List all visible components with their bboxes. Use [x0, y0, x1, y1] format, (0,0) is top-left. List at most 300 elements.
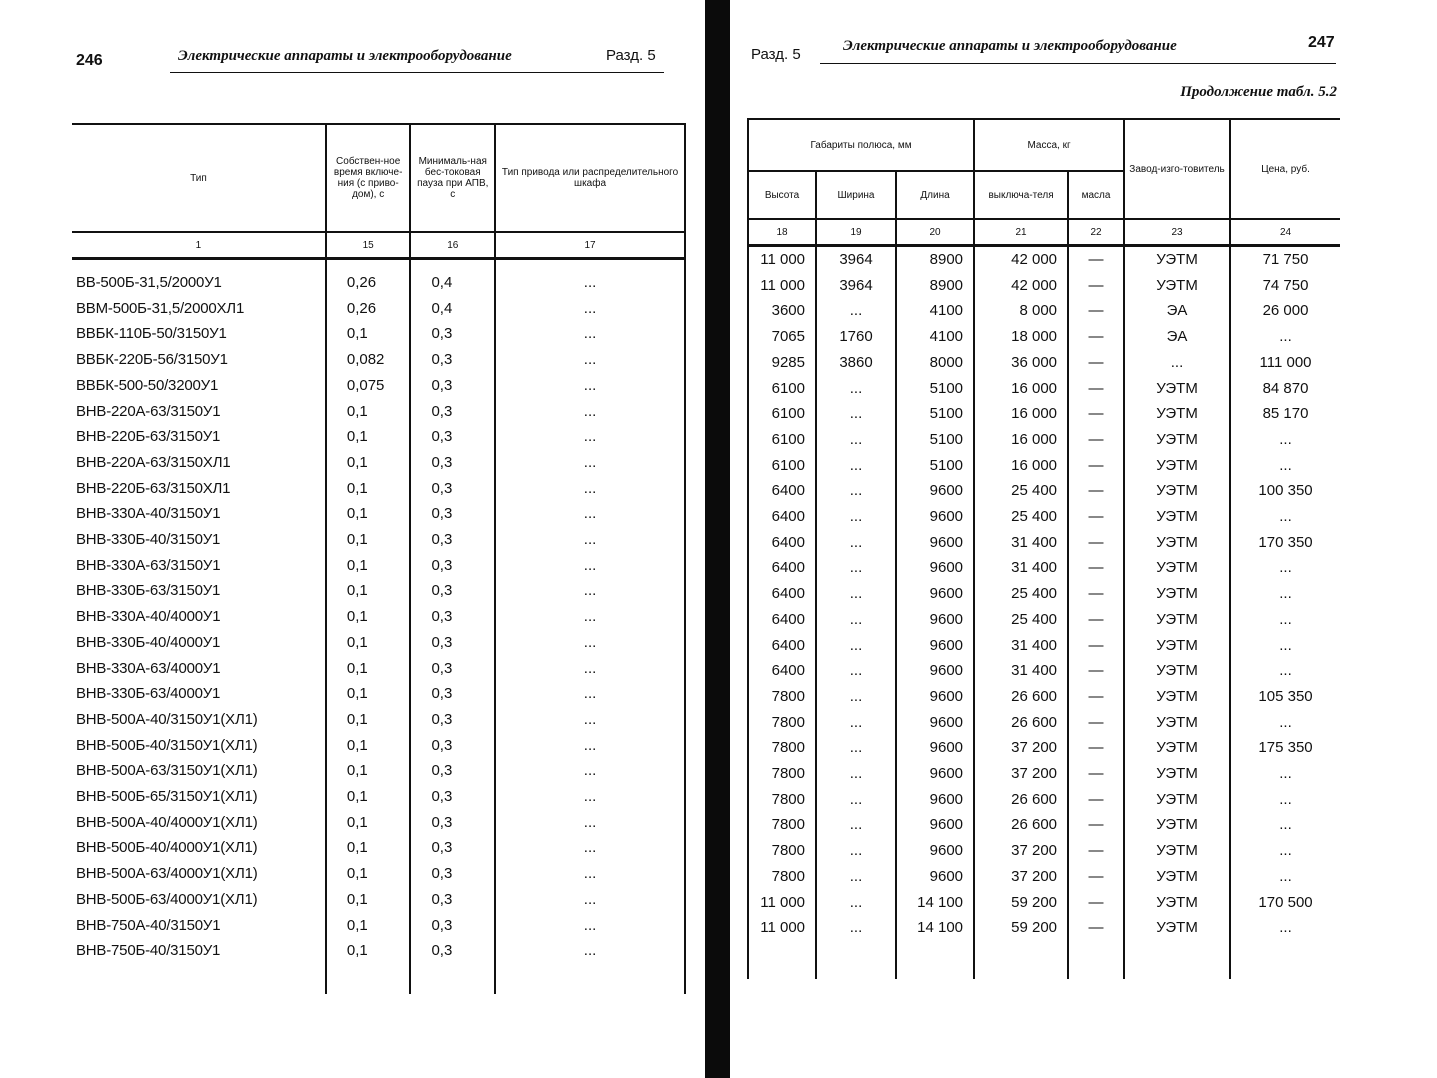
- apparatus-type-cell: ВНВ-330А-63/4000У1: [76, 659, 221, 677]
- mass-switch-cell: 8 000: [974, 298, 1068, 324]
- length-cell: 9600: [896, 684, 974, 710]
- mass-oil-cell: —: [1068, 246, 1124, 273]
- mass-oil-cell: —: [1068, 504, 1124, 530]
- mass-oil-cell: —: [1068, 607, 1124, 633]
- manufacturer-cell: УЭТМ: [1124, 246, 1230, 273]
- min-pause-cell: 0,3: [410, 938, 495, 964]
- min-pause-cell: 0,3: [410, 733, 495, 759]
- width-cell: 3964: [816, 273, 896, 299]
- length-cell: 9600: [896, 555, 974, 581]
- length-cell: 4100: [896, 298, 974, 324]
- width-cell: ...: [816, 401, 896, 427]
- manufacturer-cell: УЭТМ: [1124, 658, 1230, 684]
- drive-type-cell: ...: [495, 758, 685, 784]
- header-dimensions: Габариты полюса, мм: [748, 119, 974, 171]
- length-cell: 5100: [896, 401, 974, 427]
- table-row: [72, 347, 685, 373]
- price-cell: 170 350: [1230, 530, 1340, 556]
- drive-type-cell: ...: [495, 835, 685, 861]
- switch-on-time-cell: 0,26: [326, 259, 411, 296]
- price-cell: 175 350: [1230, 735, 1340, 761]
- width-cell: ...: [816, 890, 896, 916]
- length-cell: 5100: [896, 376, 974, 402]
- header-length: Длина: [896, 171, 974, 219]
- mass-oil-cell: —: [1068, 735, 1124, 761]
- table-row: [748, 350, 1340, 376]
- price-cell: ...: [1230, 761, 1340, 787]
- switch-on-time-cell: 0,1: [326, 424, 411, 450]
- mass-oil-cell: —: [1068, 787, 1124, 813]
- table-row: [748, 324, 1340, 350]
- manufacturer-cell: УЭТМ: [1124, 838, 1230, 864]
- table-row: [748, 376, 1340, 402]
- table-row: [748, 607, 1340, 633]
- table-row: [72, 424, 685, 450]
- table-row: [72, 887, 685, 913]
- running-title: Электрические аппараты и электрооборудование: [843, 38, 1177, 54]
- drive-type-cell: ...: [495, 347, 685, 373]
- length-cell: 9600: [896, 633, 974, 659]
- mass-oil-cell: —: [1068, 633, 1124, 659]
- drive-type-cell: ...: [495, 681, 685, 707]
- manufacturer-cell: УЭТМ: [1124, 581, 1230, 607]
- length-cell: 9600: [896, 504, 974, 530]
- mass-oil-cell: —: [1068, 350, 1124, 376]
- mass-switch-cell: 26 600: [974, 787, 1068, 813]
- length-cell: 9600: [896, 478, 974, 504]
- header-mass-oil: масла: [1068, 171, 1124, 219]
- switch-on-time-cell: 0,075: [326, 373, 411, 399]
- drive-type-cell: ...: [495, 861, 685, 887]
- min-pause-cell: 0,3: [410, 450, 495, 476]
- switch-on-time-cell: 0,1: [326, 913, 411, 939]
- min-pause-cell: 0,3: [410, 758, 495, 784]
- table-row: [748, 890, 1340, 916]
- column-number: 17: [495, 232, 685, 259]
- mass-switch-cell: 16 000: [974, 427, 1068, 453]
- table-row: [748, 273, 1340, 299]
- header-rule: [170, 72, 664, 73]
- table-row: [748, 298, 1340, 324]
- price-cell: 100 350: [1230, 478, 1340, 504]
- length-cell: 8900: [896, 273, 974, 299]
- table-row: [72, 399, 685, 425]
- manufacturer-cell: УЭТМ: [1124, 427, 1230, 453]
- table-row: [748, 735, 1340, 761]
- price-cell: 74 750: [1230, 273, 1340, 299]
- manufacturer-cell: УЭТМ: [1124, 504, 1230, 530]
- drive-type-cell: ...: [495, 656, 685, 682]
- table-row: [748, 710, 1340, 736]
- drive-type-cell: ...: [495, 887, 685, 913]
- right-table: [747, 118, 1340, 979]
- table-row: [72, 938, 685, 964]
- column-number: 24: [1230, 219, 1340, 246]
- column-number: 16: [410, 232, 495, 259]
- price-cell: ...: [1230, 710, 1340, 736]
- right-table-body: [748, 246, 1340, 979]
- drive-type-cell: ...: [495, 733, 685, 759]
- height-cell: 7800: [748, 735, 816, 761]
- min-pause-cell: 0,3: [410, 810, 495, 836]
- width-cell: ...: [816, 581, 896, 607]
- apparatus-type-cell: ВВБК-220Б-56/3150У1: [76, 351, 228, 369]
- switch-on-time-cell: 0,082: [326, 347, 411, 373]
- table-row: [72, 681, 685, 707]
- height-cell: 7800: [748, 838, 816, 864]
- height-cell: 6100: [748, 376, 816, 402]
- mass-oil-cell: —: [1068, 890, 1124, 916]
- left-page: [0, 0, 705, 1078]
- length-cell: 9600: [896, 812, 974, 838]
- apparatus-type-cell: ВНВ-220А-63/3150ХЛ1: [76, 453, 231, 471]
- mass-oil-cell: —: [1068, 453, 1124, 479]
- manufacturer-cell: УЭТМ: [1124, 376, 1230, 402]
- drive-type-cell: ...: [495, 321, 685, 347]
- min-pause-cell: 0,3: [410, 656, 495, 682]
- mass-switch-cell: 31 400: [974, 633, 1068, 659]
- apparatus-type-cell: ВНВ-750Б-40/3150У1: [76, 942, 221, 960]
- table-row: [72, 296, 685, 322]
- mass-switch-cell: 31 400: [974, 555, 1068, 581]
- column-number: 19: [816, 219, 896, 246]
- width-cell: ...: [816, 607, 896, 633]
- table-tail: [72, 964, 685, 994]
- length-cell: 9600: [896, 658, 974, 684]
- mass-switch-cell: 31 400: [974, 530, 1068, 556]
- length-cell: 9600: [896, 735, 974, 761]
- min-pause-cell: 0,3: [410, 707, 495, 733]
- width-cell: ...: [816, 427, 896, 453]
- apparatus-type-cell: ВВБК-110Б-50/3150У1: [76, 325, 227, 343]
- width-cell: ...: [816, 478, 896, 504]
- apparatus-type-cell: ВНВ-500А-40/3150У1(ХЛ1): [76, 710, 258, 728]
- mass-switch-cell: 25 400: [974, 504, 1068, 530]
- switch-on-time-cell: 0,1: [326, 656, 411, 682]
- width-cell: ...: [816, 838, 896, 864]
- table-row: [72, 835, 685, 861]
- mass-oil-cell: —: [1068, 478, 1124, 504]
- mass-oil-cell: —: [1068, 401, 1124, 427]
- table-row: [72, 450, 685, 476]
- switch-on-time-cell: 0,1: [326, 681, 411, 707]
- switch-on-time-cell: 0,1: [326, 810, 411, 836]
- column-number: 23: [1124, 219, 1230, 246]
- width-cell: ...: [816, 504, 896, 530]
- price-cell: 85 170: [1230, 401, 1340, 427]
- table-row: [72, 527, 685, 553]
- switch-on-time-cell: 0,1: [326, 476, 411, 502]
- section-label: Разд. 5: [751, 46, 801, 63]
- drive-type-cell: ...: [495, 259, 685, 296]
- drive-type-cell: ...: [495, 604, 685, 630]
- switch-on-time-cell: 0,1: [326, 527, 411, 553]
- min-pause-cell: 0,4: [410, 296, 495, 322]
- manufacturer-cell: УЭТМ: [1124, 735, 1230, 761]
- mass-switch-cell: 16 000: [974, 401, 1068, 427]
- min-pause-cell: 0,3: [410, 630, 495, 656]
- height-cell: 6400: [748, 555, 816, 581]
- header-manufacturer: Завод-изго-товитель: [1124, 119, 1230, 219]
- column-number: 22: [1068, 219, 1124, 246]
- mass-oil-cell: —: [1068, 838, 1124, 864]
- header-price: Цена, руб.: [1230, 119, 1340, 219]
- header-mass: Масса, кг: [974, 119, 1124, 171]
- mass-switch-cell: 26 600: [974, 684, 1068, 710]
- mass-switch-cell: 25 400: [974, 607, 1068, 633]
- table-row: [748, 555, 1340, 581]
- height-cell: 7800: [748, 684, 816, 710]
- mass-switch-cell: 42 000: [974, 273, 1068, 299]
- price-cell: ...: [1230, 838, 1340, 864]
- min-pause-cell: 0,3: [410, 578, 495, 604]
- page-number: 246: [76, 52, 103, 69]
- switch-on-time-cell: 0,1: [326, 578, 411, 604]
- width-cell: 3964: [816, 246, 896, 273]
- price-cell: 71 750: [1230, 246, 1340, 273]
- apparatus-type-cell: ВНВ-330А-63/3150У1: [76, 556, 221, 574]
- mass-switch-cell: 18 000: [974, 324, 1068, 350]
- length-cell: 8900: [896, 246, 974, 273]
- table-row: [72, 321, 685, 347]
- header-switch-on-time: Собствен-ное время включе-ния (с приво-дом), с: [326, 124, 411, 232]
- length-cell: 9600: [896, 787, 974, 813]
- height-cell: 7800: [748, 812, 816, 838]
- table-row: [72, 810, 685, 836]
- mass-oil-cell: —: [1068, 710, 1124, 736]
- mass-oil-cell: —: [1068, 555, 1124, 581]
- mass-oil-cell: —: [1068, 530, 1124, 556]
- switch-on-time-cell: 0,1: [326, 553, 411, 579]
- drive-type-cell: ...: [495, 373, 685, 399]
- height-cell: 11 000: [748, 246, 816, 273]
- table-row: [72, 758, 685, 784]
- switch-on-time-cell: 0,1: [326, 758, 411, 784]
- width-cell: ...: [816, 787, 896, 813]
- mass-switch-cell: 25 400: [974, 478, 1068, 504]
- column-number: 1: [72, 232, 326, 259]
- apparatus-type-cell: ВНВ-220А-63/3150У1: [76, 402, 221, 420]
- height-cell: 6400: [748, 530, 816, 556]
- table-row: [72, 373, 685, 399]
- apparatus-type-cell: ВНВ-500Б-40/4000У1(ХЛ1): [76, 839, 258, 857]
- apparatus-type-cell: ВНВ-330Б-63/4000У1: [76, 685, 221, 703]
- min-pause-cell: 0,3: [410, 861, 495, 887]
- min-pause-cell: 0,3: [410, 476, 495, 502]
- price-cell: ...: [1230, 555, 1340, 581]
- drive-type-cell: ...: [495, 938, 685, 964]
- width-cell: ...: [816, 658, 896, 684]
- price-cell: 170 500: [1230, 890, 1340, 916]
- height-cell: 6400: [748, 581, 816, 607]
- table-row: [748, 453, 1340, 479]
- apparatus-type-cell: ВНВ-330Б-40/3150У1: [76, 531, 221, 549]
- mass-switch-cell: 26 600: [974, 710, 1068, 736]
- manufacturer-cell: УЭТМ: [1124, 710, 1230, 736]
- width-cell: ...: [816, 453, 896, 479]
- apparatus-type-cell: ВНВ-500Б-63/4000У1(ХЛ1): [76, 890, 258, 908]
- mass-oil-cell: —: [1068, 761, 1124, 787]
- left-table-body: [72, 259, 685, 994]
- mass-oil-cell: —: [1068, 581, 1124, 607]
- height-cell: 6400: [748, 607, 816, 633]
- manufacturer-cell: УЭТМ: [1124, 401, 1230, 427]
- header-type: Тип: [72, 124, 326, 232]
- apparatus-type-cell: ВНВ-330Б-40/4000У1: [76, 633, 221, 651]
- table-row: [748, 838, 1340, 864]
- price-cell: 105 350: [1230, 684, 1340, 710]
- price-cell: ...: [1230, 658, 1340, 684]
- height-cell: 11 000: [748, 915, 816, 941]
- manufacturer-cell: УЭТМ: [1124, 812, 1230, 838]
- apparatus-type-cell: ВВМ-500Б-31,5/2000ХЛ1: [76, 299, 245, 317]
- width-cell: ...: [816, 710, 896, 736]
- length-cell: 9600: [896, 607, 974, 633]
- min-pause-cell: 0,3: [410, 321, 495, 347]
- height-cell: 6400: [748, 658, 816, 684]
- switch-on-time-cell: 0,1: [326, 784, 411, 810]
- min-pause-cell: 0,4: [410, 259, 495, 296]
- mass-switch-cell: 59 200: [974, 890, 1068, 916]
- table-row: [72, 656, 685, 682]
- left-table: [72, 123, 686, 994]
- width-cell: ...: [816, 812, 896, 838]
- width-cell: ...: [816, 555, 896, 581]
- apparatus-type-cell: ВНВ-500А-63/4000У1(ХЛ1): [76, 865, 258, 883]
- manufacturer-cell: УЭТМ: [1124, 453, 1230, 479]
- width-cell: ...: [816, 684, 896, 710]
- switch-on-time-cell: 0,1: [326, 450, 411, 476]
- drive-type-cell: ...: [495, 501, 685, 527]
- drive-type-cell: ...: [495, 578, 685, 604]
- mass-switch-cell: 37 200: [974, 735, 1068, 761]
- drive-type-cell: ...: [495, 296, 685, 322]
- mass-oil-cell: —: [1068, 915, 1124, 941]
- mass-oil-cell: —: [1068, 427, 1124, 453]
- height-cell: 11 000: [748, 273, 816, 299]
- mass-switch-cell: 16 000: [974, 453, 1068, 479]
- drive-type-cell: ...: [495, 630, 685, 656]
- manufacturer-cell: ЭА: [1124, 324, 1230, 350]
- apparatus-type-cell: ВНВ-330А-40/4000У1: [76, 608, 221, 626]
- length-cell: 9600: [896, 838, 974, 864]
- table-row: [72, 733, 685, 759]
- apparatus-type-cell: ВНВ-500Б-65/3150У1(ХЛ1): [76, 788, 258, 806]
- switch-on-time-cell: 0,1: [326, 630, 411, 656]
- header-rule: [820, 63, 1336, 64]
- width-cell: ...: [816, 530, 896, 556]
- price-cell: 111 000: [1230, 350, 1340, 376]
- price-cell: ...: [1230, 787, 1340, 813]
- min-pause-cell: 0,3: [410, 784, 495, 810]
- apparatus-type-cell: ВНВ-500А-40/4000У1(ХЛ1): [76, 813, 258, 831]
- mass-oil-cell: —: [1068, 658, 1124, 684]
- price-cell: ...: [1230, 607, 1340, 633]
- length-cell: 14 100: [896, 890, 974, 916]
- height-cell: 6400: [748, 633, 816, 659]
- height-cell: 9285: [748, 350, 816, 376]
- width-cell: 3860: [816, 350, 896, 376]
- switch-on-time-cell: 0,1: [326, 835, 411, 861]
- height-cell: 7800: [748, 761, 816, 787]
- length-cell: 9600: [896, 530, 974, 556]
- table-row: [748, 787, 1340, 813]
- width-cell: ...: [816, 915, 896, 941]
- drive-type-cell: ...: [495, 450, 685, 476]
- header-mass-switch: выключа-теля: [974, 171, 1068, 219]
- min-pause-cell: 0,3: [410, 424, 495, 450]
- header-height: Высота: [748, 171, 816, 219]
- table-row: [748, 915, 1340, 941]
- manufacturer-cell: УЭТМ: [1124, 555, 1230, 581]
- height-cell: 6400: [748, 504, 816, 530]
- continuation-title: Продолжение табл. 5.2: [1180, 84, 1337, 100]
- drive-type-cell: ...: [495, 707, 685, 733]
- apparatus-type-cell: ВНВ-500Б-40/3150У1(ХЛ1): [76, 736, 258, 754]
- drive-type-cell: ...: [495, 913, 685, 939]
- right-page: [730, 0, 1437, 1078]
- manufacturer-cell: УЭТМ: [1124, 761, 1230, 787]
- manufacturer-cell: ЭА: [1124, 298, 1230, 324]
- manufacturer-cell: УЭТМ: [1124, 890, 1230, 916]
- header-drive-type: Тип привода или распределительного шкафа: [495, 124, 685, 232]
- table-row: [748, 633, 1340, 659]
- price-cell: 84 870: [1230, 376, 1340, 402]
- manufacturer-cell: УЭТМ: [1124, 633, 1230, 659]
- height-cell: 7800: [748, 864, 816, 890]
- min-pause-cell: 0,3: [410, 527, 495, 553]
- apparatus-type-cell: ВВБК-500-50/3200У1: [76, 376, 219, 394]
- length-cell: 8000: [896, 350, 974, 376]
- height-cell: 6100: [748, 427, 816, 453]
- height-cell: 6100: [748, 401, 816, 427]
- min-pause-cell: 0,3: [410, 347, 495, 373]
- mass-oil-cell: —: [1068, 812, 1124, 838]
- drive-type-cell: ...: [495, 784, 685, 810]
- switch-on-time-cell: 0,1: [326, 887, 411, 913]
- length-cell: 5100: [896, 453, 974, 479]
- drive-type-cell: ...: [495, 399, 685, 425]
- mass-switch-cell: 16 000: [974, 376, 1068, 402]
- height-cell: 7800: [748, 787, 816, 813]
- manufacturer-cell: УЭТМ: [1124, 915, 1230, 941]
- table-row: [72, 784, 685, 810]
- table-row: [72, 630, 685, 656]
- price-cell: ...: [1230, 812, 1340, 838]
- switch-on-time-cell: 0,1: [326, 938, 411, 964]
- height-cell: 6400: [748, 478, 816, 504]
- header-min-pause: Минималь-ная бес-токовая пауза при АПВ, с: [410, 124, 495, 232]
- table-row: [748, 427, 1340, 453]
- mass-switch-cell: 37 200: [974, 864, 1068, 890]
- min-pause-cell: 0,3: [410, 604, 495, 630]
- manufacturer-cell: УЭТМ: [1124, 478, 1230, 504]
- switch-on-time-cell: 0,1: [326, 399, 411, 425]
- price-cell: ...: [1230, 453, 1340, 479]
- mass-oil-cell: —: [1068, 298, 1124, 324]
- table-row: [748, 812, 1340, 838]
- book-spine: [705, 0, 730, 1078]
- page-number: 247: [1308, 34, 1335, 51]
- manufacturer-cell: УЭТМ: [1124, 273, 1230, 299]
- table-row: [748, 246, 1340, 273]
- mass-switch-cell: 42 000: [974, 246, 1068, 273]
- min-pause-cell: 0,3: [410, 913, 495, 939]
- table-row: [72, 476, 685, 502]
- section-label: Разд. 5: [606, 47, 656, 64]
- switch-on-time-cell: 0,1: [326, 733, 411, 759]
- manufacturer-cell: УЭТМ: [1124, 684, 1230, 710]
